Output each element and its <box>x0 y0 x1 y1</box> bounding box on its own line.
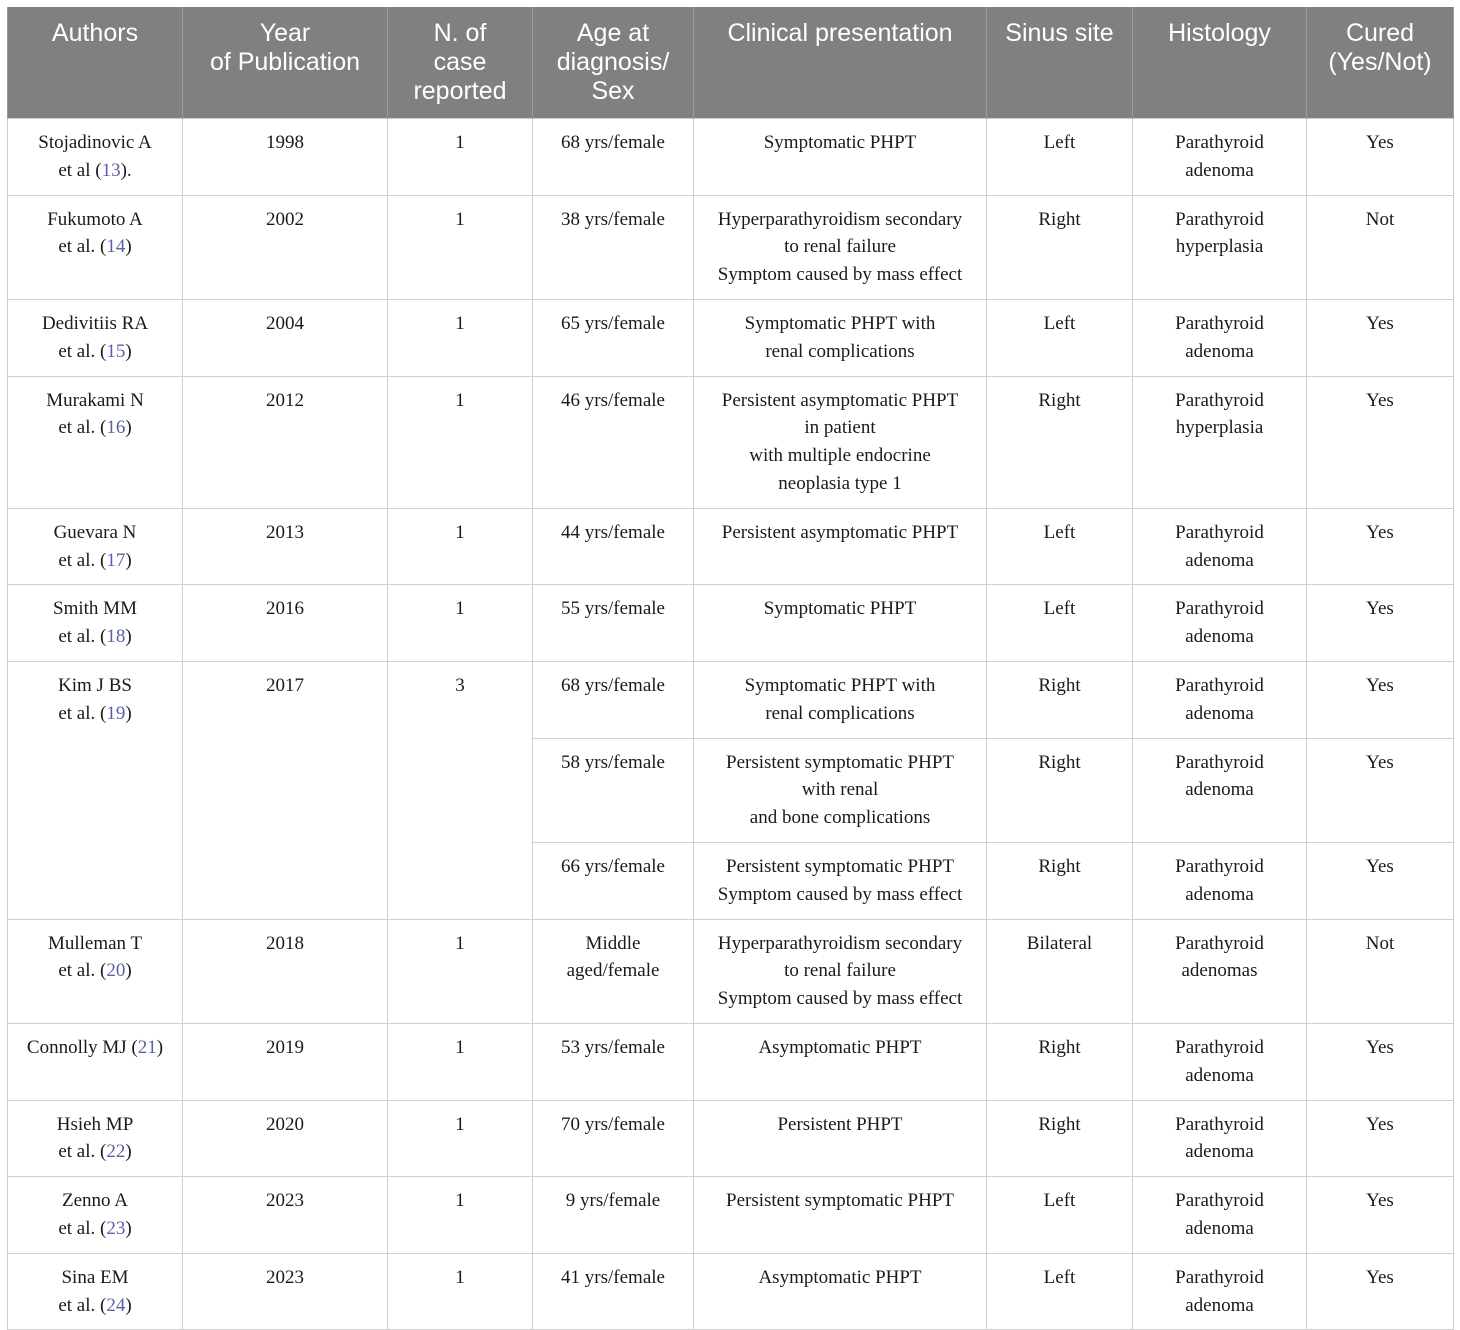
author-name: Guevara N et al. ( <box>53 521 137 571</box>
cell-cured: Yes <box>1307 119 1454 196</box>
cell-year: 2012 <box>183 376 388 508</box>
header-clinical-presentation: Clinical presentation <box>694 7 987 119</box>
cell-age-sex: 58 yrs/female <box>533 738 694 842</box>
table-row <box>8 119 1454 196</box>
cell-clinical-presentation: Symptomatic PHPT with renal complications <box>694 299 987 376</box>
reference-link[interactable]: 21 <box>137 1036 157 1058</box>
cell-histology: Parathyroid adenoma <box>1133 1177 1307 1254</box>
cell-cured: Not <box>1307 195 1454 299</box>
reference-link[interactable]: 17 <box>106 549 126 571</box>
author-name: Fukumoto A et al. ( <box>47 208 143 258</box>
cell-clinical-presentation: Persistent symptomatic PHPT with renal and bone complications <box>694 738 987 842</box>
author-name: Dedivitiis RA et al. ( <box>41 312 149 362</box>
header-row <box>8 7 1454 119</box>
table-row <box>8 508 1454 585</box>
cell-author <box>8 119 183 196</box>
cell-n-cases: 1 <box>388 1253 533 1330</box>
cell-n-cases: 1 <box>388 508 533 585</box>
header-year: Year of Publication <box>183 7 388 119</box>
cell-sinus-site: Bilateral <box>987 919 1133 1023</box>
cell-clinical-presentation: Persistent PHPT <box>694 1100 987 1177</box>
cell-author <box>8 299 183 376</box>
cell-year: 2023 <box>183 1253 388 1330</box>
cell-clinical-presentation: Persistent asymptomatic PHPT <box>694 508 987 585</box>
author-name: Stojadinovic A et al ( <box>38 132 152 181</box>
case-table-container <box>7 7 1454 1330</box>
cell-year: 2016 <box>183 585 388 662</box>
cell-clinical-presentation: Hyperparathyroidism secondary to renal failure Symptom caused by mass effect <box>694 195 987 299</box>
cell-year: 2018 <box>183 919 388 1023</box>
header-age-sex: Age at diagnosis/ Sex <box>533 7 694 119</box>
cell-author <box>8 508 183 585</box>
cell-age-sex: 55 yrs/female <box>533 585 694 662</box>
reference-link[interactable]: 18 <box>106 626 126 648</box>
cell-cured: Yes <box>1307 299 1454 376</box>
reference-suffix: ) <box>125 702 132 724</box>
cell-sinus-site: Right <box>987 842 1133 919</box>
cell-cured: Yes <box>1307 376 1454 508</box>
cell-sinus-site: Right <box>987 376 1133 508</box>
reference-link[interactable]: 20 <box>106 960 126 982</box>
cell-age-sex: 44 yrs/female <box>533 508 694 585</box>
author-name: Kim J BS et al. ( <box>58 674 132 724</box>
cell-author <box>8 195 183 299</box>
table-row <box>8 1100 1454 1177</box>
cell-histology: Parathyroid adenoma <box>1133 1023 1307 1100</box>
author-name: Connolly MJ ( <box>26 1036 138 1058</box>
reference-suffix: ) <box>125 960 132 982</box>
cell-author <box>8 1253 183 1330</box>
cell-n-cases: 1 <box>388 1100 533 1177</box>
cell-age-sex: 53 yrs/female <box>533 1023 694 1100</box>
table-row <box>8 299 1454 376</box>
table-row <box>8 376 1454 508</box>
header-sinus-site: Sinus site <box>987 7 1133 119</box>
cell-n-cases: 1 <box>388 299 533 376</box>
cell-sinus-site: Left <box>987 1177 1133 1254</box>
cell-histology: Parathyroid adenoma <box>1133 738 1307 842</box>
cell-cured: Yes <box>1307 842 1454 919</box>
author-name: Zenno A et al. ( <box>58 1190 128 1239</box>
table-row <box>8 1177 1454 1254</box>
cell-n-cases: 1 <box>388 919 533 1023</box>
table-row <box>8 919 1454 1023</box>
reference-suffix: ) <box>125 236 132 258</box>
reference-suffix: ) <box>125 1217 132 1239</box>
case-reports-table <box>7 7 1454 1330</box>
cell-histology: Parathyroid adenoma <box>1133 1100 1307 1177</box>
cell-clinical-presentation: Asymptomatic PHPT <box>694 1023 987 1100</box>
cell-author <box>8 1023 183 1100</box>
reference-link[interactable]: 16 <box>106 417 126 439</box>
table-row <box>8 585 1454 662</box>
author-name: Murakami N et al. ( <box>46 389 144 439</box>
cell-age-sex: Middle aged/female <box>533 919 694 1023</box>
cell-histology: Parathyroid adenoma <box>1133 661 1307 738</box>
cell-author <box>8 661 183 919</box>
cell-sinus-site: Right <box>987 661 1133 738</box>
cell-age-sex: 68 yrs/female <box>533 119 694 196</box>
author-name: Hsieh MP et al. ( <box>56 1113 134 1163</box>
cell-sinus-site: Left <box>987 119 1133 196</box>
cell-year: 2020 <box>183 1100 388 1177</box>
cell-n-cases: 1 <box>388 195 533 299</box>
cell-histology: Parathyroid adenoma <box>1133 119 1307 196</box>
reference-link[interactable]: 13 <box>101 159 121 181</box>
cell-clinical-presentation: Persistent symptomatic PHPT <box>694 1177 987 1254</box>
reference-suffix: ) <box>125 340 132 362</box>
cell-n-cases: 1 <box>388 1023 533 1100</box>
reference-suffix: ) <box>125 1141 132 1163</box>
cell-sinus-site: Right <box>987 1023 1133 1100</box>
cell-sinus-site: Right <box>987 738 1133 842</box>
reference-link[interactable]: 15 <box>106 340 126 362</box>
header-cured: Cured (Yes/Not) <box>1307 7 1454 119</box>
cell-histology: Parathyroid adenoma <box>1133 842 1307 919</box>
reference-link[interactable]: 14 <box>106 236 126 258</box>
cell-year: 2004 <box>183 299 388 376</box>
cell-n-cases: 3 <box>388 661 533 919</box>
cell-author <box>8 919 183 1023</box>
cell-cured: Yes <box>1307 1253 1454 1330</box>
reference-suffix: ) <box>156 1036 164 1058</box>
cell-histology: Parathyroid adenoma <box>1133 585 1307 662</box>
cell-cured: Yes <box>1307 1100 1454 1177</box>
cell-cured: Yes <box>1307 661 1454 738</box>
cell-cured: Yes <box>1307 738 1454 842</box>
reference-link[interactable]: 19 <box>106 702 126 724</box>
table-row <box>8 195 1454 299</box>
cell-age-sex: 66 yrs/female <box>533 842 694 919</box>
cell-author <box>8 376 183 508</box>
cell-n-cases: 1 <box>388 376 533 508</box>
cell-age-sex: 68 yrs/female <box>533 661 694 738</box>
cell-histology: Parathyroid adenomas <box>1133 919 1307 1023</box>
cell-cured: Yes <box>1307 1177 1454 1254</box>
cell-histology: Parathyroid hyperplasia <box>1133 195 1307 299</box>
reference-suffix: ) <box>125 417 132 439</box>
cell-cured: Yes <box>1307 508 1454 585</box>
cell-sinus-site: Left <box>987 1253 1133 1330</box>
cell-cured: Not <box>1307 919 1454 1023</box>
cell-year: 2019 <box>183 1023 388 1100</box>
reference-suffix: ) <box>125 549 132 571</box>
cell-clinical-presentation: Symptomatic PHPT <box>694 119 987 196</box>
cell-histology: Parathyroid adenoma <box>1133 508 1307 585</box>
cell-age-sex: 70 yrs/female <box>533 1100 694 1177</box>
cell-n-cases: 1 <box>388 1177 533 1254</box>
cell-sinus-site: Left <box>987 299 1133 376</box>
cell-age-sex: 46 yrs/female <box>533 376 694 508</box>
cell-cured: Yes <box>1307 1023 1454 1100</box>
cell-clinical-presentation: Persistent asymptomatic PHPT in patient with multiple endocrine neoplasia type 1 <box>694 376 987 508</box>
cell-clinical-presentation: Symptomatic PHPT <box>694 585 987 662</box>
header-n-cases: N. of case reported <box>388 7 533 119</box>
cell-clinical-presentation: Persistent symptomatic PHPT Symptom caused by mass effect <box>694 842 987 919</box>
author-name: Mulleman T et al. ( <box>47 932 143 982</box>
author-name: Sina EM et al. ( <box>58 1266 129 1316</box>
cell-n-cases: 1 <box>388 119 533 196</box>
author-name: Smith MM et al. ( <box>53 598 137 648</box>
cell-age-sex: 38 yrs/female <box>533 195 694 299</box>
reference-link[interactable]: 24 <box>106 1294 126 1316</box>
cell-clinical-presentation: Symptomatic PHPT with renal complications <box>694 661 987 738</box>
cell-clinical-presentation: Asymptomatic PHPT <box>694 1253 987 1330</box>
cell-year: 1998 <box>183 119 388 196</box>
cell-histology: Parathyroid hyperplasia <box>1133 376 1307 508</box>
cell-year: 2013 <box>183 508 388 585</box>
reference-link[interactable]: 23 <box>106 1217 126 1239</box>
cell-year: 2017 <box>183 661 388 919</box>
cell-author <box>8 1100 183 1177</box>
table-row <box>8 661 1454 738</box>
reference-suffix: ). <box>120 159 132 181</box>
reference-suffix: ) <box>125 1294 132 1316</box>
cell-sinus-site: Right <box>987 195 1133 299</box>
cell-cured: Yes <box>1307 585 1454 662</box>
cell-age-sex: 9 yrs/female <box>533 1177 694 1254</box>
table-row <box>8 1253 1454 1330</box>
cell-year: 2002 <box>183 195 388 299</box>
table-body <box>8 119 1454 1330</box>
cell-author <box>8 1177 183 1254</box>
cell-sinus-site: Left <box>987 585 1133 662</box>
cell-age-sex: 65 yrs/female <box>533 299 694 376</box>
table-row <box>8 1023 1454 1100</box>
header-histology: Histology <box>1133 7 1307 119</box>
cell-n-cases: 1 <box>388 585 533 662</box>
cell-histology: Parathyroid adenoma <box>1133 299 1307 376</box>
cell-sinus-site: Right <box>987 1100 1133 1177</box>
cell-age-sex: 41 yrs/female <box>533 1253 694 1330</box>
reference-suffix: ) <box>125 626 132 648</box>
cell-year: 2023 <box>183 1177 388 1254</box>
cell-histology: Parathyroid adenoma <box>1133 1253 1307 1330</box>
cell-sinus-site: Left <box>987 508 1133 585</box>
reference-link[interactable]: 22 <box>106 1141 126 1163</box>
cell-author <box>8 585 183 662</box>
header-authors: Authors <box>8 7 183 119</box>
cell-clinical-presentation: Hyperparathyroidism secondary to renal failure Symptom caused by mass effect <box>694 919 987 1023</box>
